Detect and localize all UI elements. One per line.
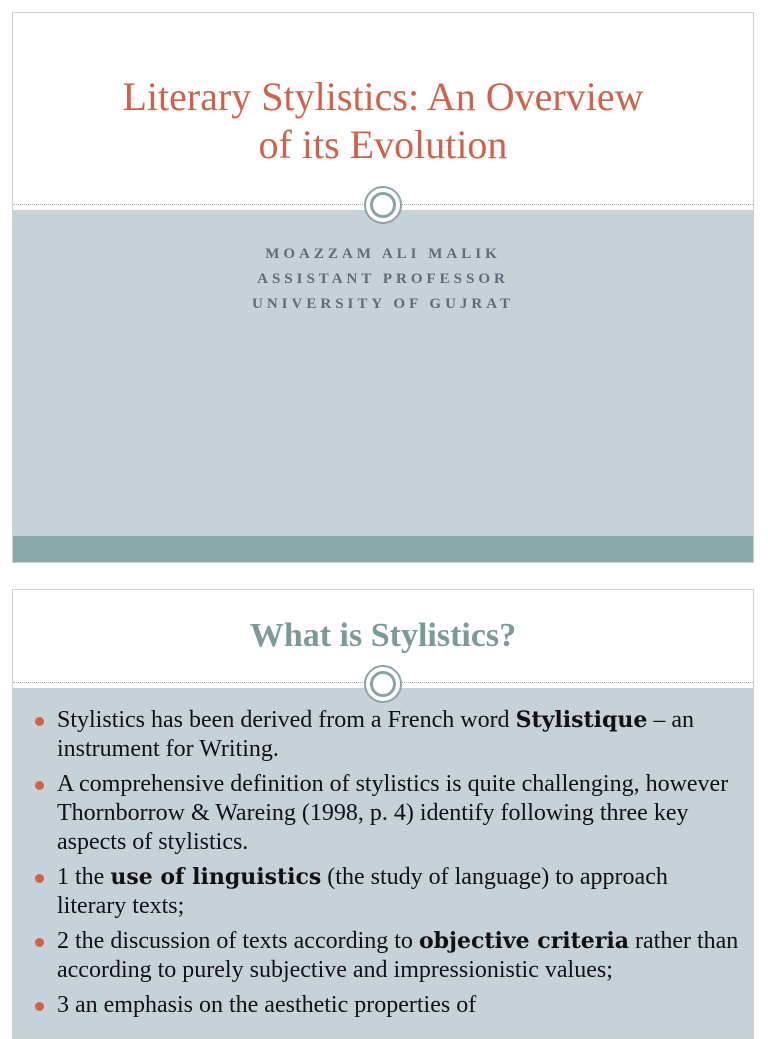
circle-ornament-icon bbox=[364, 186, 402, 224]
slide-title-line-1: Literary Stylistics: An Overview bbox=[122, 74, 644, 119]
title-area bbox=[13, 13, 753, 208]
slide-title bbox=[13, 73, 753, 169]
content-slide bbox=[12, 589, 754, 1039]
bullet-icon bbox=[35, 1002, 44, 1011]
bullet-icon bbox=[35, 781, 44, 790]
title-slide bbox=[12, 12, 754, 563]
circle-ornament-icon bbox=[364, 665, 402, 703]
slide-title-line-2: of its Evolution bbox=[258, 122, 508, 167]
list-item: A comprehensive definition of stylistics is quite challenging, however Thornborrow & Wareing (1998, p. 4) identify following three key aspects of stylistics. bbox=[35, 770, 739, 857]
bullet-icon bbox=[35, 874, 44, 883]
list-item: 3 an emphasis on the aesthetic properties of bbox=[35, 991, 739, 1020]
bullet-icon bbox=[35, 717, 44, 726]
bullet-list bbox=[35, 706, 739, 1026]
author-name: MOAZZAM ALI MALIK bbox=[265, 246, 501, 262]
list-item: 1 the use of linguistics (the study of language) to approach literary texts; bbox=[35, 863, 739, 921]
author-info bbox=[13, 242, 753, 317]
author-position: ASSISTANT PROFESSOR bbox=[257, 271, 509, 287]
list-item: 2 the discussion of texts according to objective criteria rather than according to purely subjective and impressionistic values; bbox=[35, 927, 739, 985]
author-institution: UNIVERSITY OF GUJRAT bbox=[252, 296, 514, 312]
bullet-icon bbox=[35, 938, 44, 947]
list-item: Stylistics has been derived from a French word Stylistique – an instrument for Writing. bbox=[35, 706, 739, 764]
slide-heading: What is Stylistics? bbox=[249, 617, 517, 654]
footer-bar bbox=[13, 536, 753, 562]
